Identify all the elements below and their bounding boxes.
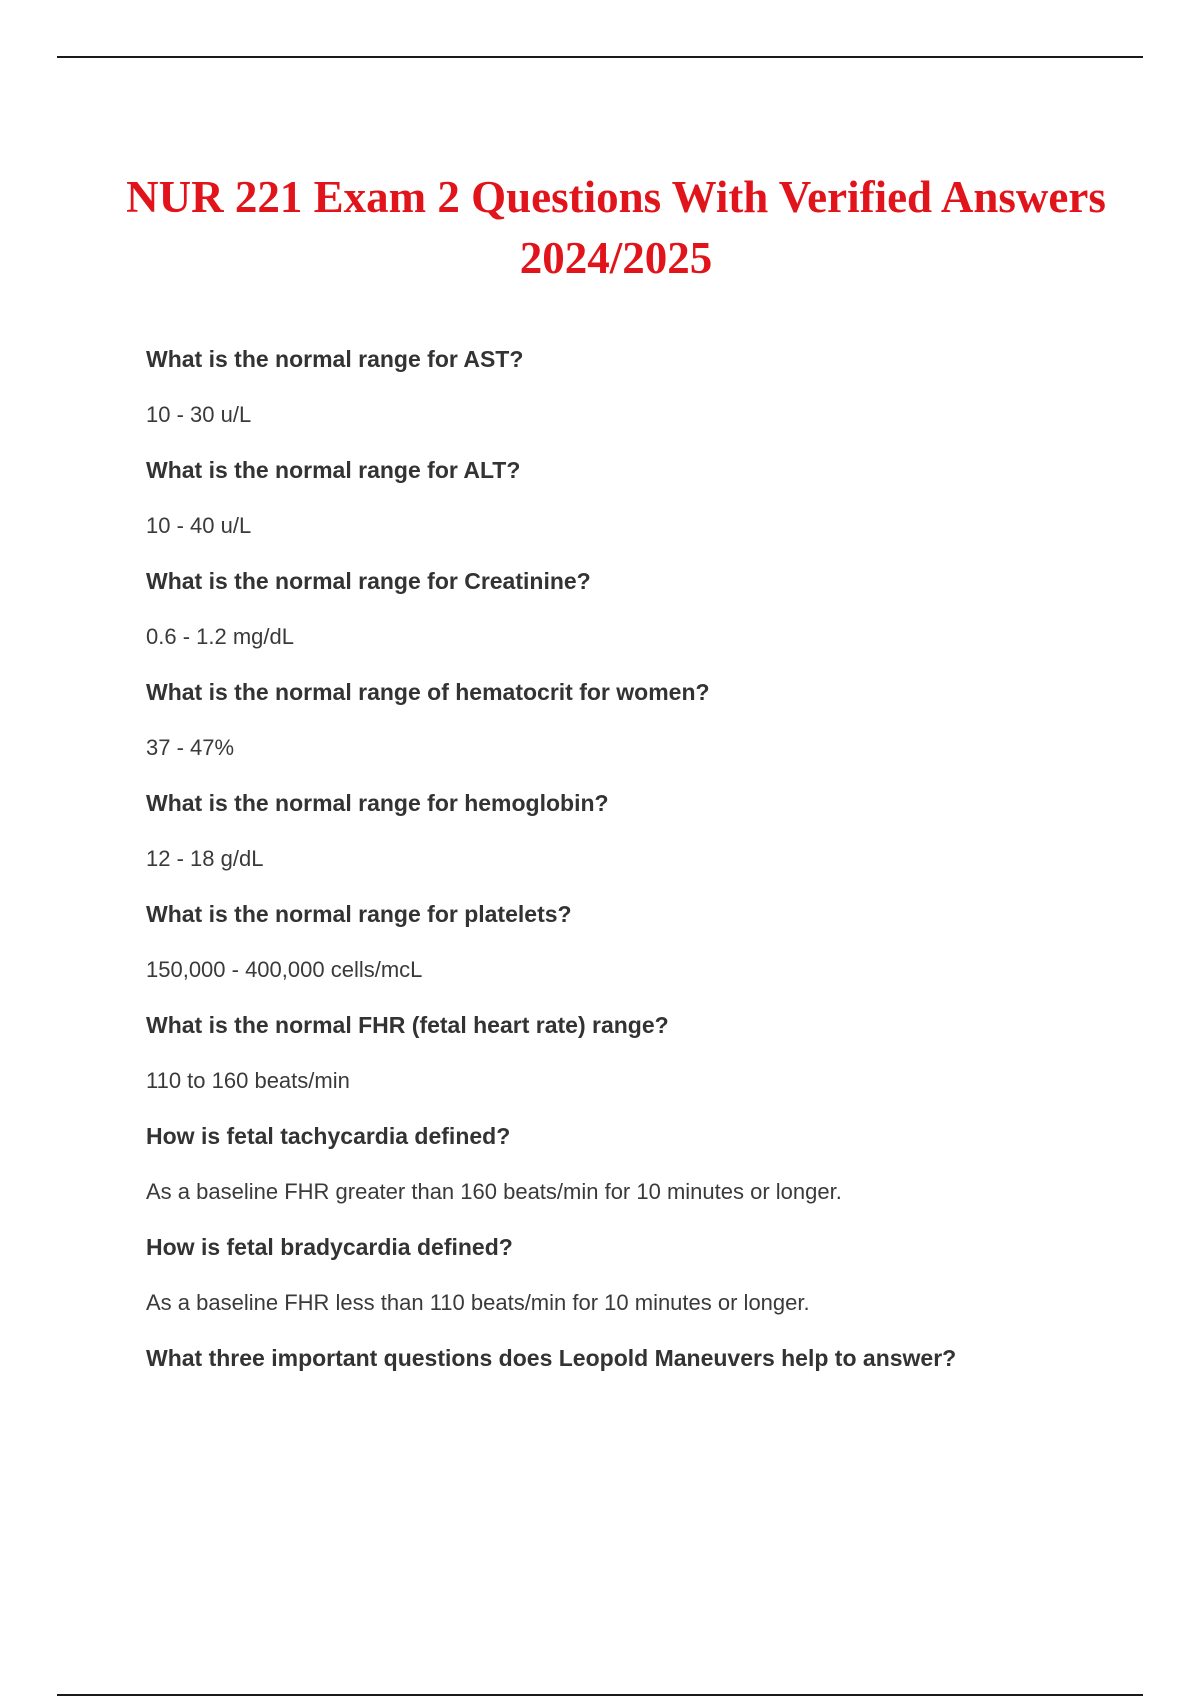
question: How is fetal tachycardia defined?: [146, 1123, 511, 1149]
answer: 10 - 40 u/L: [146, 513, 252, 538]
qa-item: [146, 891, 1146, 1002]
top-rule: [57, 56, 1143, 58]
qa-item: [146, 780, 1146, 891]
answer: 110 to 160 beats/min: [146, 1068, 350, 1093]
bottom-rule: [57, 1694, 1143, 1696]
qa-item: [146, 447, 1146, 558]
question: What is the normal range for platelets?: [146, 901, 572, 927]
qa-item: [146, 1113, 1146, 1224]
answer: 10 - 30 u/L: [146, 402, 252, 427]
question: What is the normal range of hematocrit for women?: [146, 679, 710, 705]
qa-list: [146, 336, 1146, 1390]
qa-item: [146, 558, 1146, 669]
question: What is the normal range for ALT?: [146, 457, 521, 483]
question: How is fetal bradycardia defined?: [146, 1234, 513, 1260]
question: What is the normal range for Creatinine?: [146, 568, 591, 594]
answer: As a baseline FHR greater than 160 beats/min for 10 minutes or longer.: [146, 1179, 842, 1204]
qa-item: [146, 1335, 1146, 1390]
answer: As a baseline FHR less than 110 beats/min for 10 minutes or longer.: [146, 1290, 810, 1315]
question: What is the normal FHR (fetal heart rate) range?: [146, 1012, 669, 1038]
answer: 0.6 - 1.2 mg/dL: [146, 624, 294, 649]
answer: 37 - 47%: [146, 735, 235, 760]
question: What three important questions does Leopold Maneuvers help to answer?: [146, 1345, 957, 1371]
qa-item: [146, 669, 1146, 780]
question: What is the normal range for AST?: [146, 346, 524, 372]
answer: 150,000 - 400,000 cells/mcL: [146, 957, 423, 982]
qa-item: [146, 1224, 1146, 1335]
document-title: NUR 221 Exam 2 Questions With Verified Answers 2024/2025: [126, 172, 1106, 283]
question: What is the normal range for hemoglobin?: [146, 790, 609, 816]
qa-item: [146, 336, 1146, 447]
answer: 12 - 18 g/dL: [146, 846, 264, 871]
qa-item: [146, 1002, 1146, 1113]
